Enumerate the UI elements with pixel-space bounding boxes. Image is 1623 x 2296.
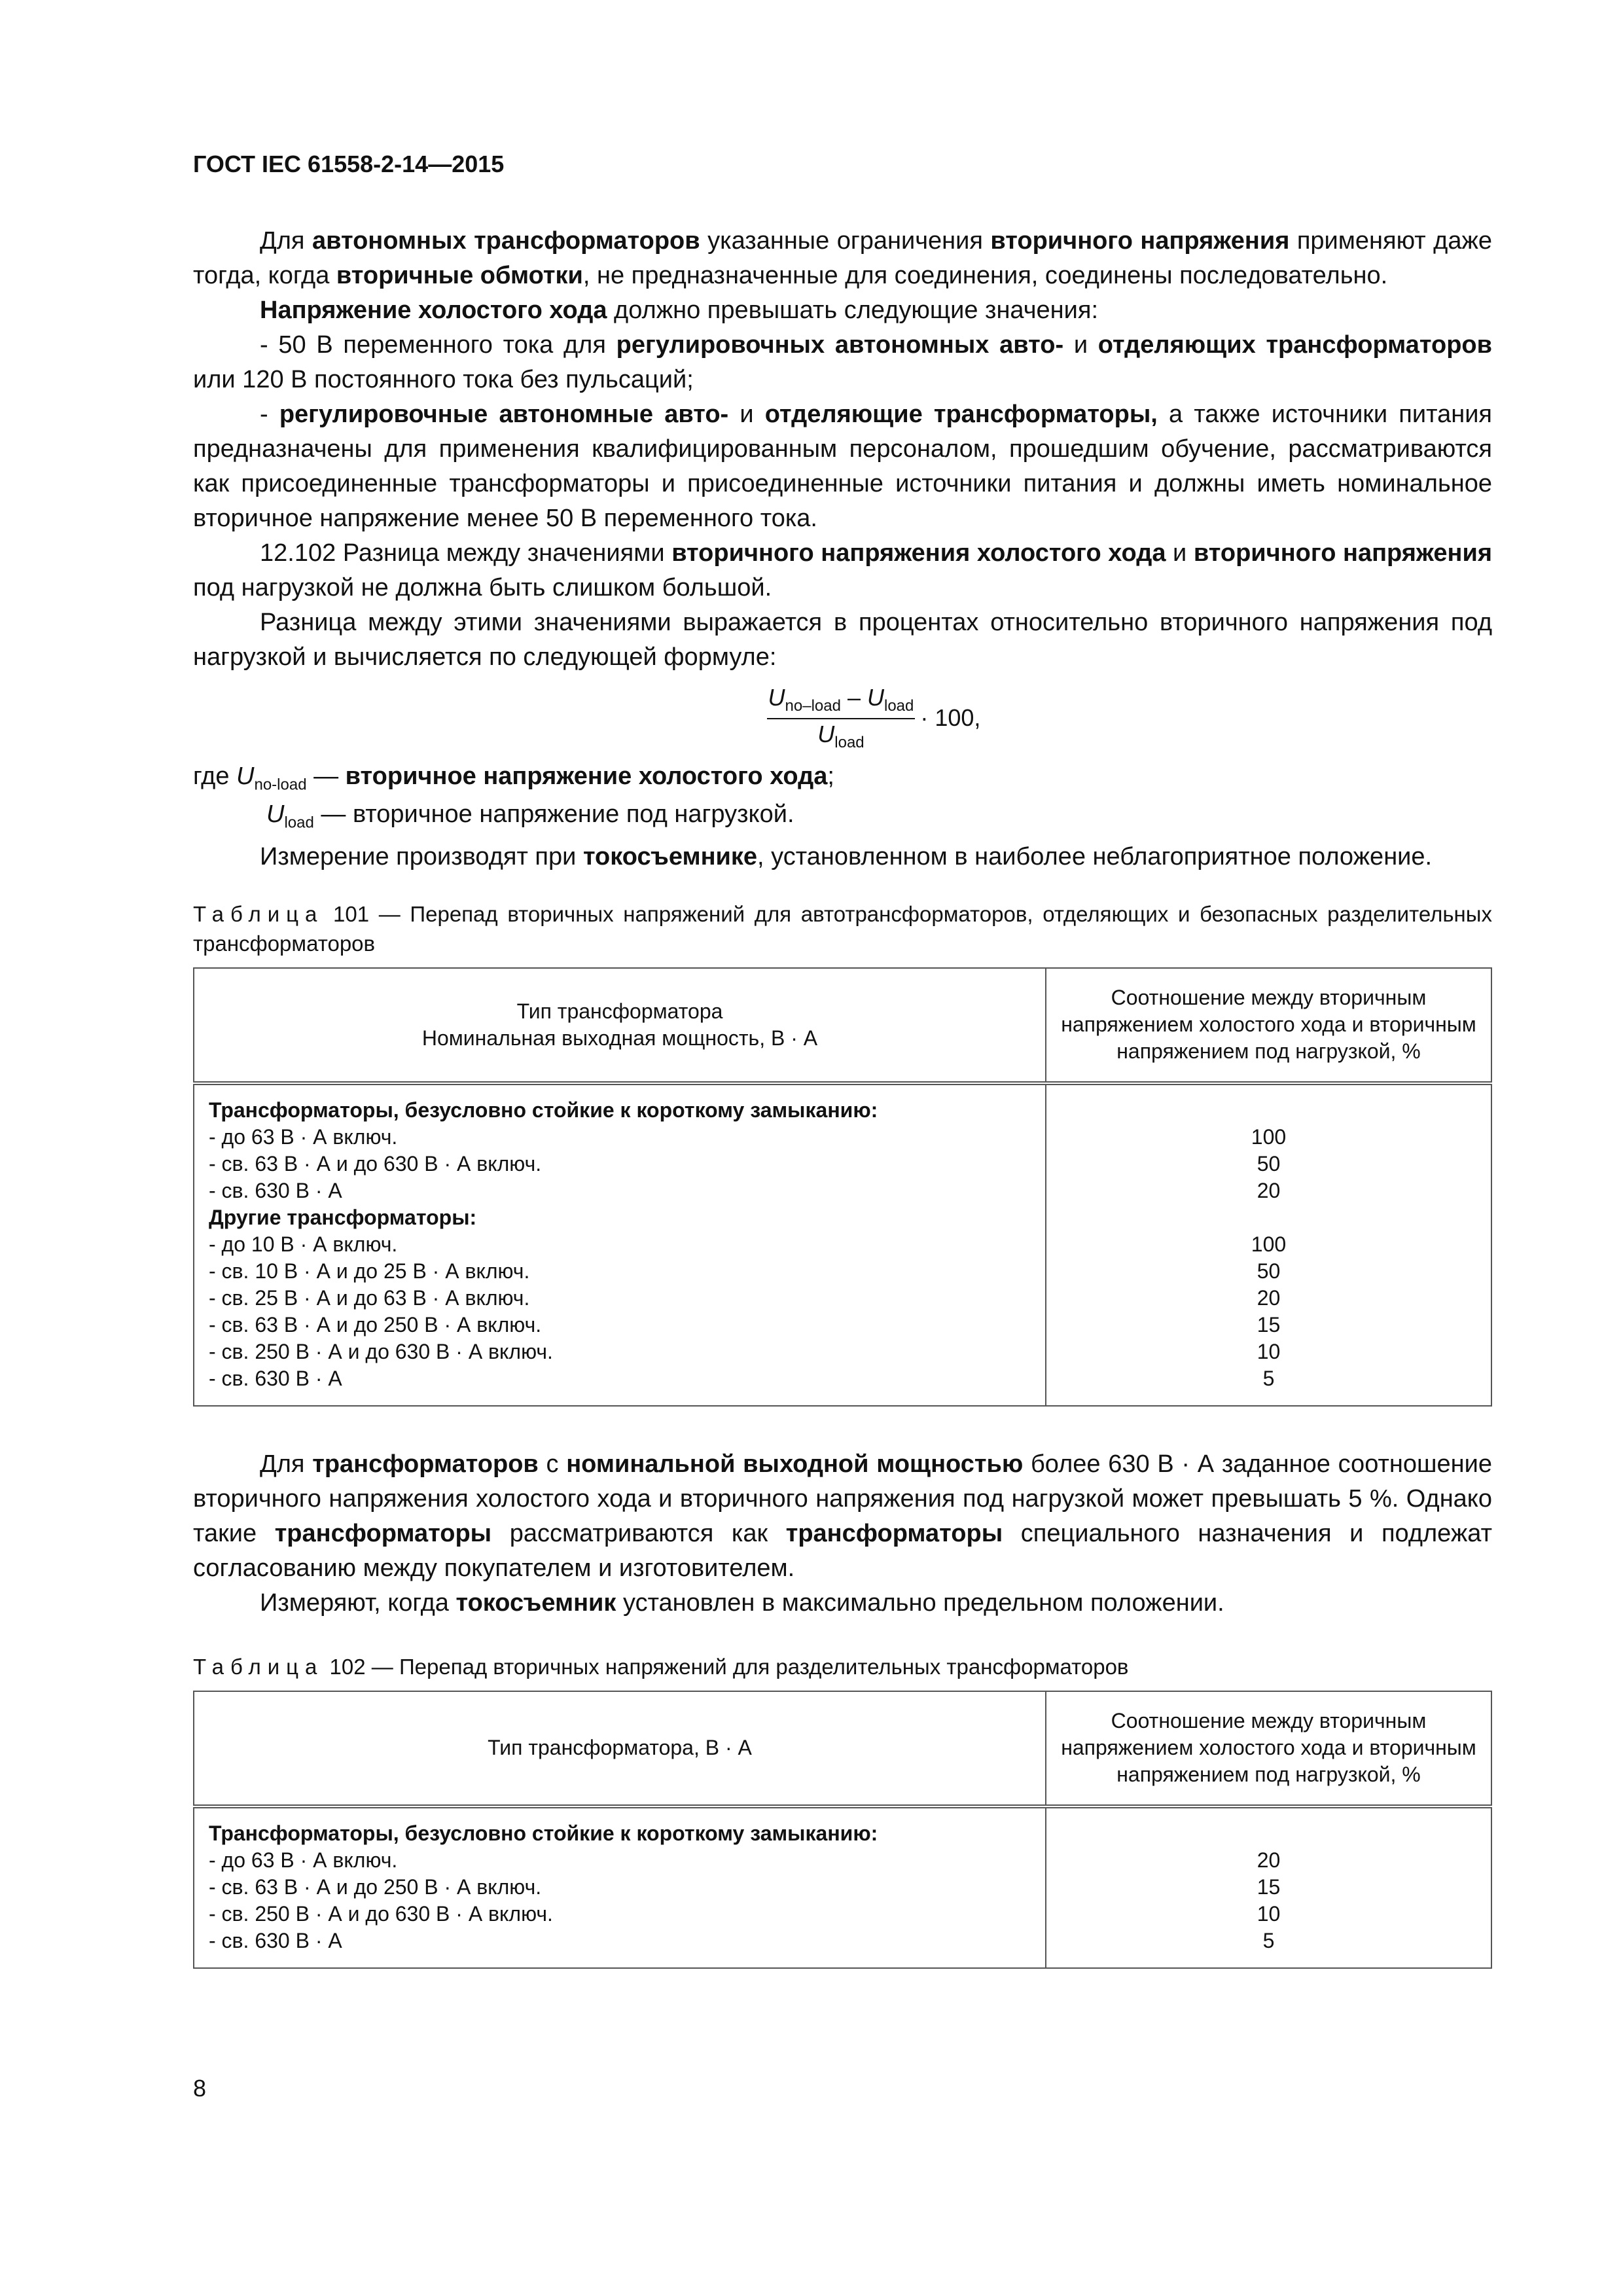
paragraph-no-load-voltage: Напряжение холостого хода должно превышать следующие значения: (260, 296, 1098, 324)
paragraph-tap-position: Измеряют, когда токосъемник установлен в максимально предельном положении. (260, 1588, 1224, 1617)
table-102 (193, 1691, 1492, 1969)
table-102-header-ratio: Соотношение между вторичным напряжением холостого хода и вторичным напряжением под нагрузкой, % (1046, 1691, 1491, 1806)
table-102-header-type: Тип трансформатора, В · А (194, 1691, 1046, 1806)
regulation-formula (255, 684, 1492, 752)
table-102-type-cell: Трансформаторы, безусловно стойкие к короткому замыканию: - до 63 В · А включ. - св. 63 В · А и до 250 В · А включ. - св. 250 В · А и до 630 В · А включ. - св. 630 В · А (194, 1806, 1046, 1968)
paragraph-autonomous: Для автономных трансформаторов указанные ограничения вторичного напряжения применяют даже тогда, когда вторичные обмотки, не предназначенные для соединения, соединены последовательно. (193, 227, 1493, 289)
table-101-header-type: Тип трансформатора Номинальная выходная мощность, В · А (194, 968, 1046, 1083)
table-101-caption: Таблица 101 — Перепад вторичных напряжений для автотрансформаторов, отделяющих и безопасных разделительных трансформаторов (193, 901, 1492, 956)
table-101-value-cell: 100 50 20 100 50 20 15 10 5 (1046, 1083, 1491, 1406)
formula-legend-noload: где $U_{no-load}$ — вторичное напряжение холостого хода; (193, 762, 834, 794)
formula-denominator: $U_{load}$ (817, 721, 865, 752)
document-page (193, 151, 1492, 1969)
formula-fraction (767, 684, 916, 752)
list-item-50v: - 50 В переменного тока для регулировочных автономных авто- и отделяющих трансформаторов или 120 В постоянного тока без пульсаций; (193, 331, 1493, 393)
table-102-caption: Таблица 102 — Перепад вторичных напряжений для разделительных трансформаторов (193, 1654, 1129, 1679)
formula-numerator: $U_{no-load} - U_{load}$ (767, 684, 916, 719)
list-item-qualified-personnel: - регулировочные автономные авто- и отделяющие трансформаторы, а также источники питания предназначены для применения квалифицированным персоналом, прошедшим обучение, рассматриваются как присоединенные трансформаторы и присоединенные источники питания и должны иметь номинальное вторичное напряжение менее 50 В переменного тока. (193, 401, 1493, 532)
paragraph-12-102: 12.102 Разница между значениями вторичного напряжения холостого хода и вторичного напряжения под нагрузкой не должна быть слишком большой. (193, 539, 1492, 601)
table-101-type-cell: Трансформаторы, безусловно стойкие к короткому замыканию: - до 63 В · А включ. - св. 63 В · А и до 630 В · А включ. - св. 630 В · А Другие трансформаторы: - до 10 В · А включ. - св. 10 В · А и до 25 В · А включ. - св. 25 В · А и до 63 В · А включ. - св. 63 В · А и до 250 В · А включ. - св. 250 В · А и до 630 В · А включ. - св. 630 В · А (194, 1083, 1046, 1406)
table-102-value-cell: 20 15 10 5 (1046, 1806, 1491, 1968)
paragraph-measurement: Измерение производят при токосъемнике, установленном в наиболее неблагоприятное положение. (260, 842, 1433, 870)
page-number: 8 (193, 2075, 207, 2102)
standard-header: ГОСТ IEC 61558-2-14—2015 (193, 151, 505, 177)
paragraph-over-630: Для трансформаторов с номинальной выходной мощностью более 630 В · А заданное соотношение вторичного напряжения холостого хода и вторичного напряжения под нагрузкой может превышать 5 %. Однако такие трансформаторы рассматриваются как трансформаторы специального назначения и подлежат согласованию между покупателем и изготовителем. (193, 1450, 1492, 1582)
table-row (194, 1806, 1491, 1968)
table-101-header-ratio: Соотношение между вторичным напряжением холостого хода и вторичным напряжением под нагрузкой, % (1046, 968, 1491, 1083)
paragraph-formula-intro: Разница между этими значениями выражается в процентах относительно вторичного напряжения под нагрузкой и вычисляется по следующей формуле: (193, 609, 1492, 671)
table-row (194, 1083, 1491, 1406)
formula-legend-load: $U_{load}$ — вторичное напряжение под нагрузкой. (266, 800, 794, 832)
table-101 (193, 967, 1492, 1407)
formula-multiplier: · 100, (920, 704, 981, 732)
